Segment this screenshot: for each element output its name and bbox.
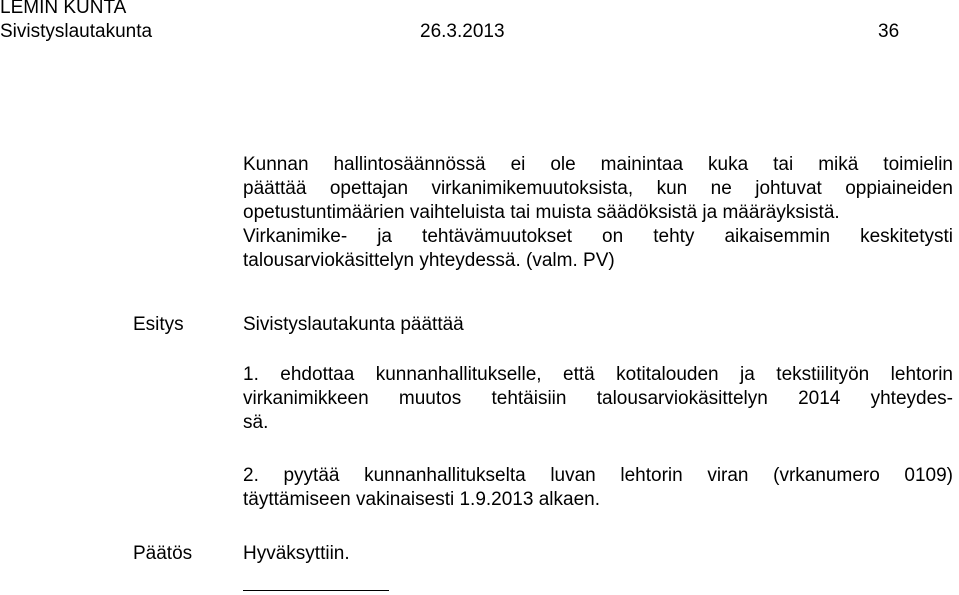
organization-name: LEMIN KUNTA xyxy=(0,0,127,18)
intro-line: Virkanimike- ja tehtävämuutokset on tehty aikaisemmin keskitetysti xyxy=(243,226,953,247)
meeting-date: 26.3.2013 xyxy=(420,21,505,42)
decision-label: Päätös xyxy=(133,543,193,564)
proposal-item-line: täyttämiseen vakinaisesti 1.9.2013 alkaen. xyxy=(243,489,600,510)
proposal-item-2 xyxy=(243,464,953,512)
committee-name: Sivistyslautakunta xyxy=(0,21,153,42)
intro-line: talousarviokäsittelyn yhteydessä. (valm. PV) xyxy=(243,250,615,271)
proposal-item-line: sä. xyxy=(243,412,269,433)
proposal-item-line: virkanimikkeen muutos tehtäisiin talousarviokäsittelyn 2014 yhteydes- xyxy=(243,388,953,409)
signature-underline xyxy=(243,590,389,591)
proposal-heading: Sivistyslautakunta päättää xyxy=(243,314,464,335)
proposal-label: Esitys xyxy=(133,314,184,335)
intro-paragraph xyxy=(243,153,953,273)
proposal-item-1 xyxy=(243,363,953,435)
intro-line: Kunnan hallintosäännössä ei ole mainintaa kuka tai mikä toimielin xyxy=(243,154,953,175)
intro-line: opetustuntimäärien vaihteluista tai muista säädöksistä ja määräyksistä. xyxy=(243,202,840,223)
proposal-item-line: 1. ehdottaa kunnanhallitukselle, että kotitalouden ja tekstiilityön lehtorin xyxy=(243,364,953,385)
page-number: 36 xyxy=(878,21,900,42)
intro-line: päättää opettajan virkanimikemuutoksista, kun ne johtuvat oppiaineiden xyxy=(243,178,953,199)
decision-text: Hyväksyttiin. xyxy=(243,543,350,564)
proposal-item-line: 2. pyytää kunnanhallitukselta luvan lehtorin viran (vrkanumero 0109) xyxy=(243,465,953,486)
